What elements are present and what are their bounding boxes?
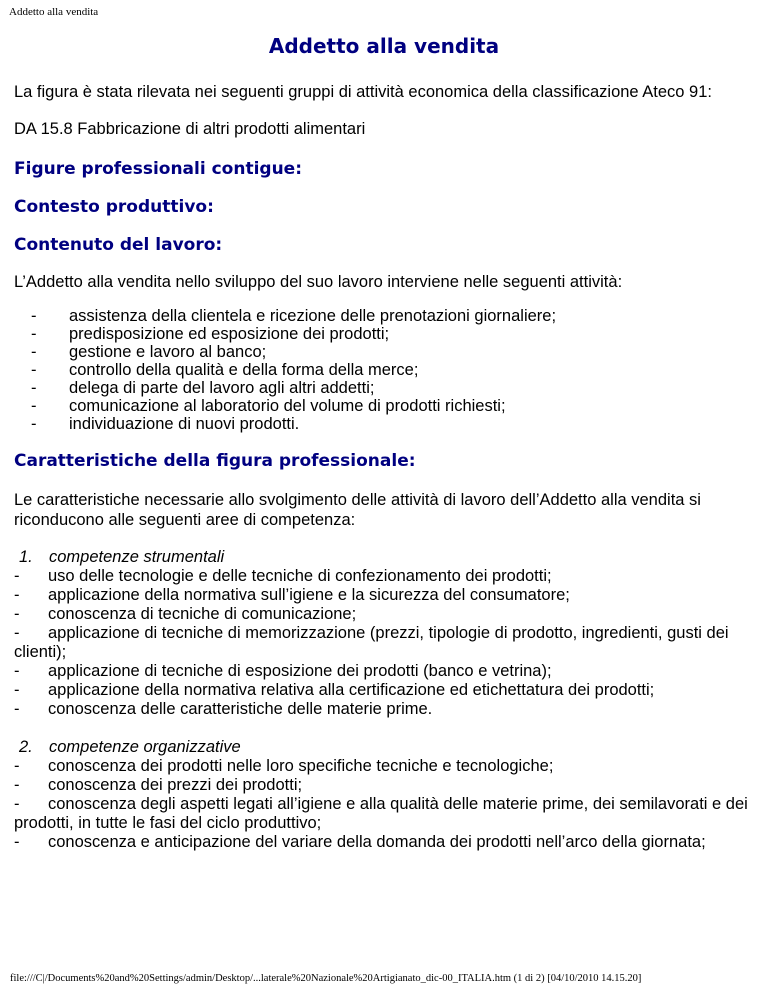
list-item: - conoscenza dei prezzi dei prodotti;	[14, 776, 303, 794]
heading-figure-contigue: Figure professionali contigue:	[14, 159, 303, 179]
list-item: - assistenza della clientela e ricezione delle prenotazioni giornaliere;	[14, 307, 754, 325]
list-item: - delega di parte del lavoro agli altri addetti;	[14, 379, 754, 397]
competence-group-2	[14, 738, 754, 852]
browser-header-title: Addetto alla vendita	[9, 6, 99, 18]
competence-group-1	[14, 548, 754, 719]
list-item: - individuazione di nuovi prodotti.	[14, 415, 754, 433]
list-item: - controllo della qualità e della forma della merce;	[14, 361, 754, 379]
group-title: competenze organizzative	[49, 738, 241, 756]
heading-contesto-produttivo: Contesto produttivo:	[14, 197, 214, 217]
page-title: Addetto alla vendita	[268, 34, 500, 58]
browser-footer-path: file:///C|/Documents%20and%20Settings/admin/Desktop/...laterale%20Nazionale%20Artigianato_dic-00_ITALIA.htm (1 di 2) [04/10/2010 14.15.20]	[10, 973, 642, 984]
list-item: - conoscenza di tecniche di comunicazione;	[14, 605, 357, 623]
group-number: 1.	[19, 548, 33, 566]
list-item: - applicazione di tecniche di memorizzazione (prezzi, tipologie di prodotto, ingredienti, gusti dei clienti);	[14, 624, 729, 661]
group-title: competenze strumentali	[49, 548, 225, 566]
list-item: - conoscenza degli aspetti legati all’igiene e alla qualità delle materie prime, dei semilavorati e dei prodotti, in tutte le fasi del ciclo produttivo;	[14, 795, 748, 832]
contenuto-intro: L’Addetto alla vendita nello sviluppo del suo lavoro interviene nelle seguenti attività:	[14, 273, 623, 291]
heading-caratteristiche: Caratteristiche della figura professionale:	[14, 451, 416, 471]
document-page	[14, 30, 754, 852]
caratteristiche-intro: Le caratteristiche necessarie allo svolgimento delle attività di lavoro dell’Addetto alla vendita si riconducono alle seguenti aree di competenza:	[14, 491, 701, 529]
heading-contenuto-lavoro: Contenuto del lavoro:	[14, 235, 223, 255]
list-item: - applicazione di tecniche di esposizione dei prodotti (banco e vetrina);	[14, 662, 552, 680]
intro-paragraph: La figura è stata rilevata nei seguenti gruppi di attività economica della classificazione Ateco 91:	[14, 83, 712, 101]
attivita-list	[14, 307, 754, 433]
group-number: 2.	[19, 738, 33, 756]
ateco-paragraph: DA 15.8 Fabbricazione di altri prodotti alimentari	[14, 120, 366, 138]
list-item: - comunicazione al laboratorio del volume di prodotti richiesti;	[14, 397, 754, 415]
list-item: - gestione e lavoro al banco;	[14, 343, 754, 361]
list-item: - applicazione della normativa relativa alla certificazione ed etichettatura dei prodotti;	[14, 681, 655, 699]
list-item: - predisposizione ed esposizione dei prodotti;	[14, 325, 754, 343]
list-item: - conoscenza delle caratteristiche delle materie prime.	[14, 700, 433, 718]
list-item: - applicazione della normativa sull’igiene e la sicurezza del consumatore;	[14, 586, 570, 604]
list-item: - conoscenza dei prodotti nelle loro specifiche tecniche e tecnologiche;	[14, 757, 554, 775]
list-item: - conoscenza e anticipazione del variare della domanda dei prodotti nell’arco della giornata;	[14, 833, 706, 851]
list-item: - uso delle tecnologie e delle tecniche di confezionamento dei prodotti;	[14, 567, 552, 585]
